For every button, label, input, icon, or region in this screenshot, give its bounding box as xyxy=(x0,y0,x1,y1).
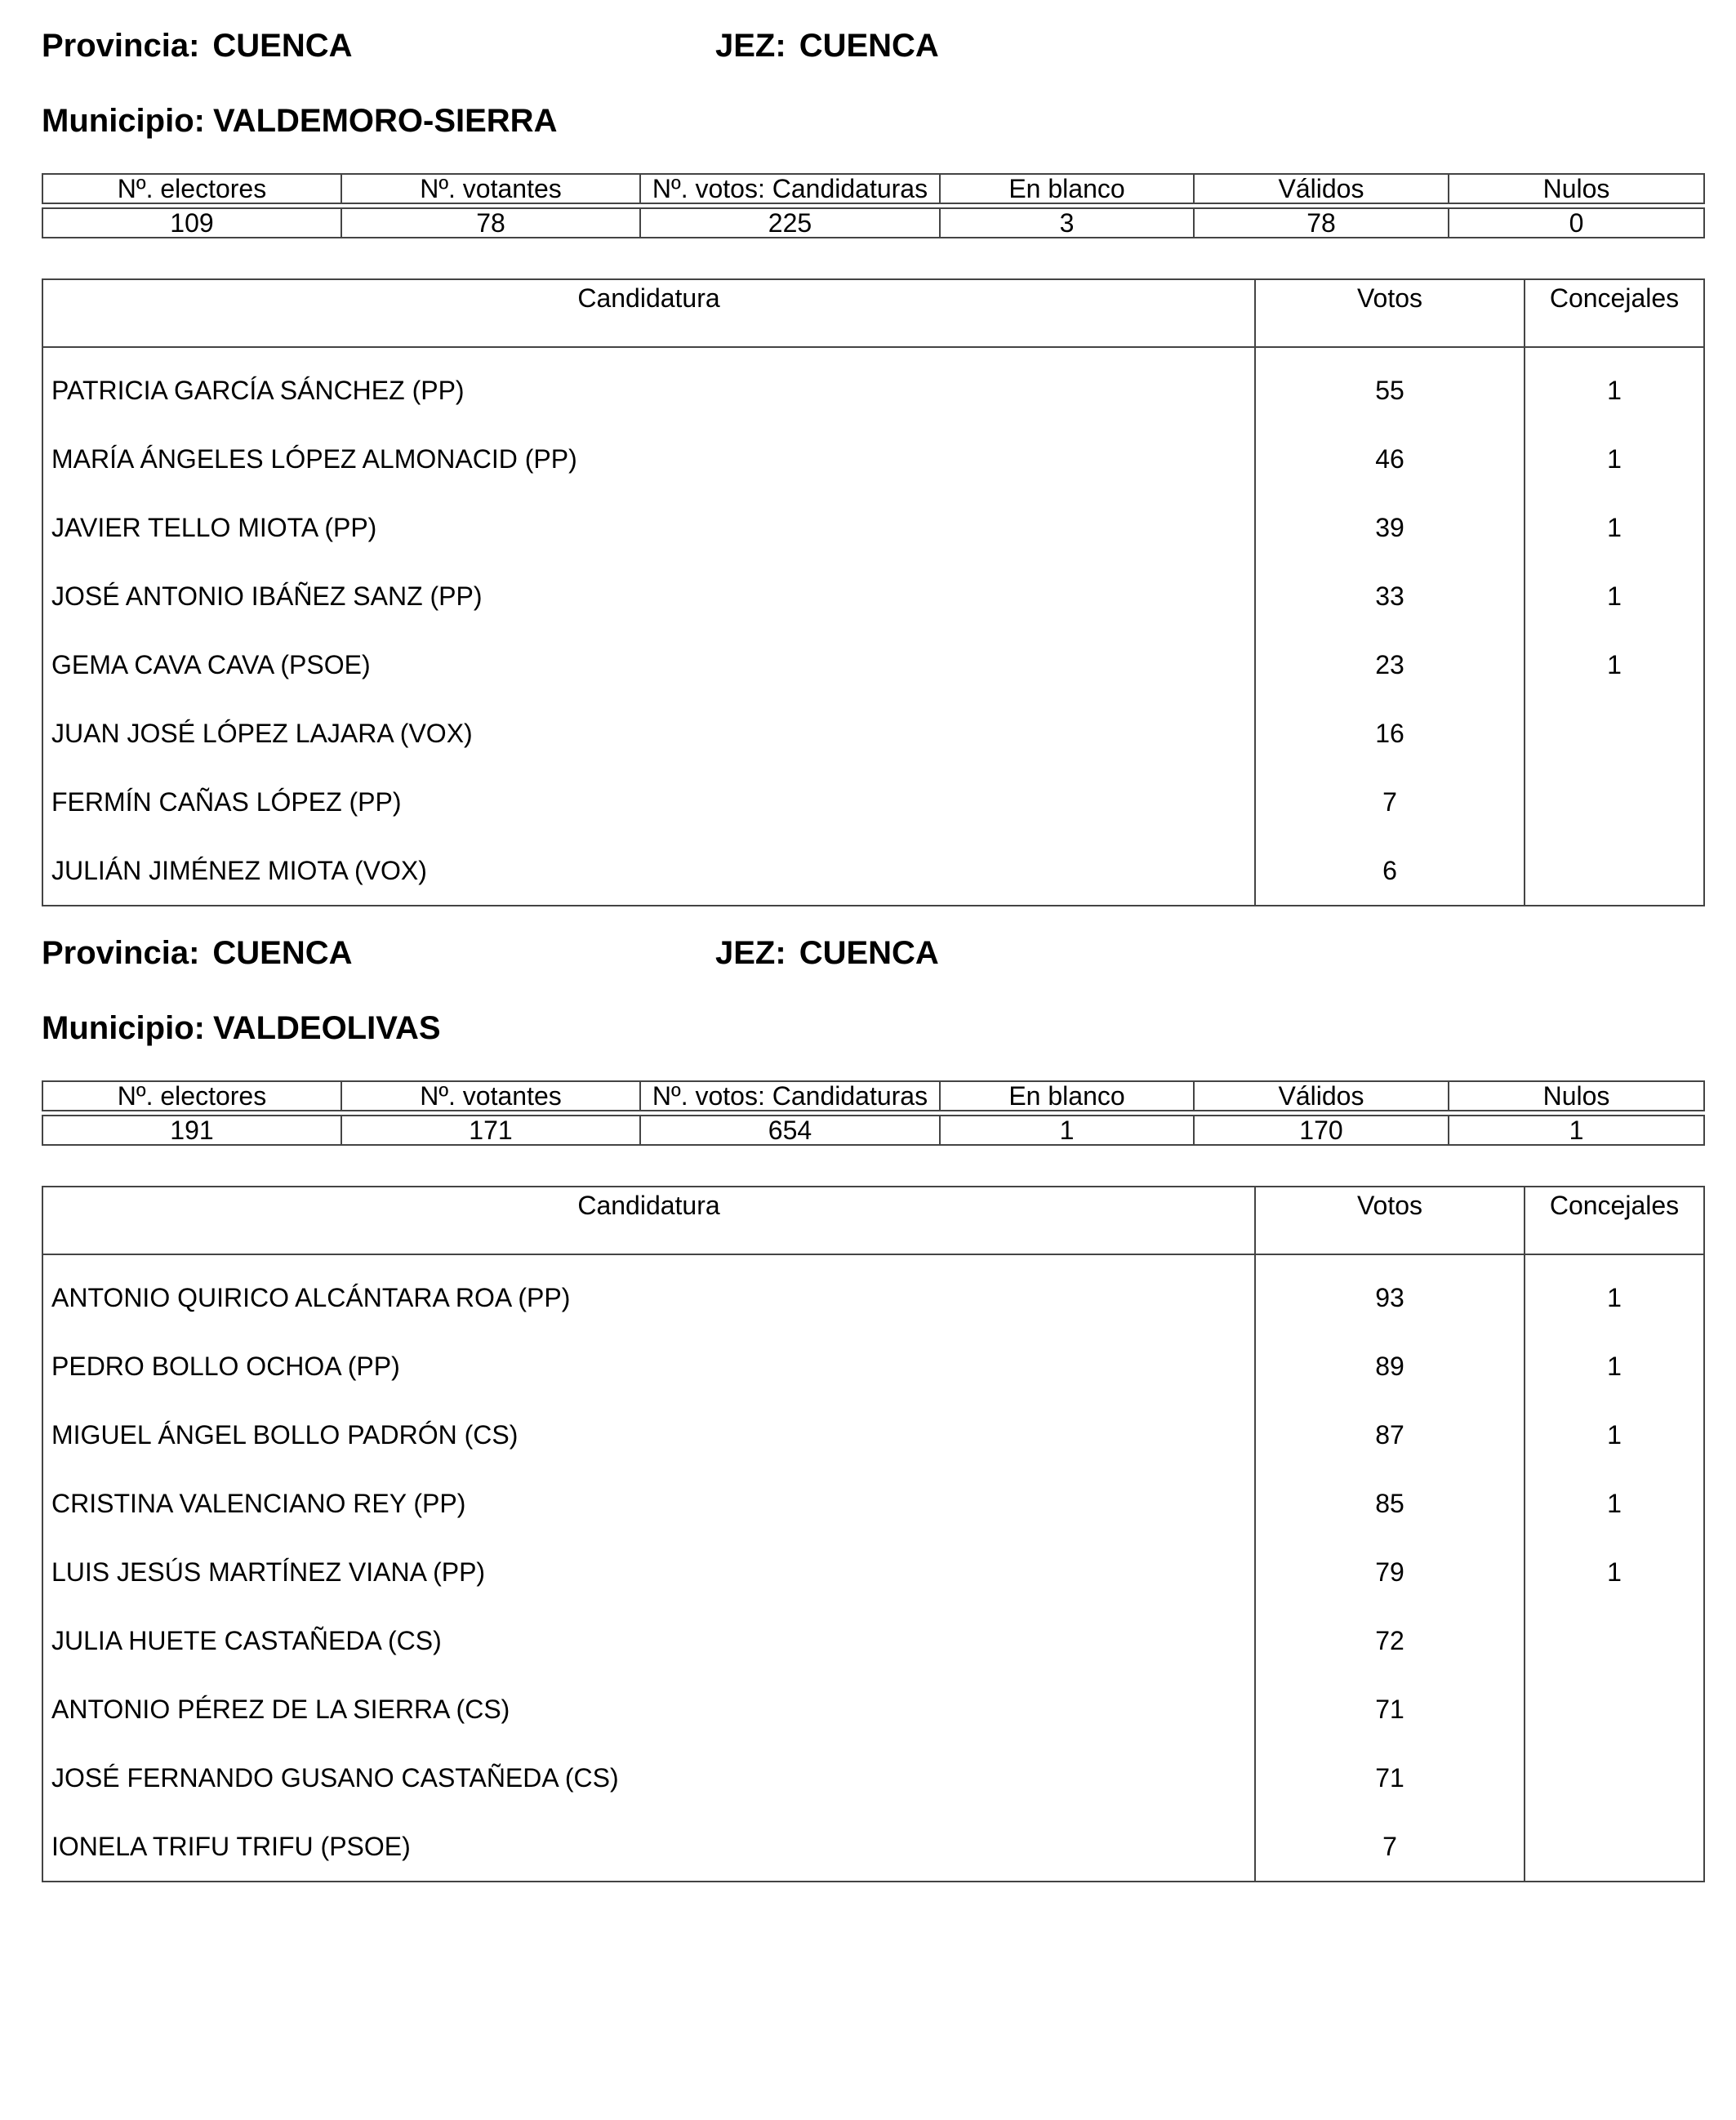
municipio-value: VALDEMORO-SIERRA xyxy=(212,103,558,139)
candidate-row xyxy=(42,562,1704,630)
summary-header-nulos: Nulos xyxy=(1449,1081,1704,1111)
summary-value-en-blanco: 1 xyxy=(940,1116,1194,1145)
candidate-votos: 79 xyxy=(1255,1538,1525,1606)
provincia-label: Provincia: xyxy=(42,28,200,64)
summary-header-electores: Nº. electores xyxy=(42,174,341,203)
header-concejales: Concejales xyxy=(1525,279,1704,347)
candidate-row xyxy=(42,1469,1704,1538)
candidate-concejales: 1 xyxy=(1525,630,1704,699)
candidates-table xyxy=(42,1186,1705,1882)
header-votos: Votos xyxy=(1255,279,1525,347)
summary-value-validos: 78 xyxy=(1194,208,1449,238)
candidate-votos: 7 xyxy=(1255,768,1525,836)
candidate-concejales xyxy=(1525,1812,1704,1882)
candidate-name: GEMA CAVA CAVA (PSOE) xyxy=(42,630,1255,699)
candidate-name: FERMÍN CAÑAS LÓPEZ (PP) xyxy=(42,768,1255,836)
candidate-row xyxy=(42,1254,1704,1332)
section-header xyxy=(42,0,1703,139)
candidate-concejales: 1 xyxy=(1525,1332,1704,1401)
summary-value-en-blanco: 3 xyxy=(940,208,1194,238)
candidate-concejales: 1 xyxy=(1525,1254,1704,1332)
provincia-line xyxy=(42,28,353,65)
municipio-line xyxy=(42,1010,441,1047)
candidate-concejales: 1 xyxy=(1525,562,1704,630)
summary-value-row xyxy=(42,1116,1704,1145)
provincia-value: CUENCA xyxy=(212,935,353,971)
section-header xyxy=(42,907,1703,1046)
provincia-label: Provincia: xyxy=(42,935,200,971)
summary-value-votos-candidaturas: 225 xyxy=(640,208,940,238)
summary-header-votos-candidaturas: Nº. votos: Candidaturas xyxy=(640,174,940,203)
candidate-concejales xyxy=(1525,1606,1704,1675)
municipio-value: VALDEOLIVAS xyxy=(212,1010,441,1046)
candidate-concejales: 1 xyxy=(1525,1401,1704,1469)
candidates-header-row xyxy=(42,1187,1704,1254)
header-candidatura: Candidatura xyxy=(42,279,1255,347)
municipio-label: Municipio: xyxy=(42,1010,205,1046)
candidate-name: JULIÁN JIMÉNEZ MIOTA (VOX) xyxy=(42,836,1255,906)
summary-table xyxy=(42,173,1705,238)
summary-value-nulos: 1 xyxy=(1449,1116,1704,1145)
candidate-name: LUIS JESÚS MARTÍNEZ VIANA (PP) xyxy=(42,1538,1255,1606)
candidate-votos: 7 xyxy=(1255,1812,1525,1882)
candidate-row xyxy=(42,493,1704,562)
candidate-votos: 6 xyxy=(1255,836,1525,906)
candidate-votos: 93 xyxy=(1255,1254,1525,1332)
jez-line xyxy=(715,28,939,65)
candidate-row xyxy=(42,699,1704,768)
candidates-table xyxy=(42,278,1705,906)
candidate-name: JOSÉ FERNANDO GUSANO CASTAÑEDA (CS) xyxy=(42,1744,1255,1812)
summary-header-row xyxy=(42,1081,1704,1111)
candidate-row xyxy=(42,1332,1704,1401)
summary-value-votantes: 78 xyxy=(341,208,640,238)
candidate-votos: 71 xyxy=(1255,1675,1525,1744)
candidate-row xyxy=(42,836,1704,906)
candidate-votos: 85 xyxy=(1255,1469,1525,1538)
header-concejales: Concejales xyxy=(1525,1187,1704,1254)
candidate-name: JULIA HUETE CASTAÑEDA (CS) xyxy=(42,1606,1255,1675)
summary-header-electores: Nº. electores xyxy=(42,1081,341,1111)
candidate-votos: 71 xyxy=(1255,1744,1525,1812)
municipality-section xyxy=(42,0,1703,885)
candidate-name: MIGUEL ÁNGEL BOLLO PADRÓN (CS) xyxy=(42,1401,1255,1469)
candidate-name: PATRICIA GARCÍA SÁNCHEZ (PP) xyxy=(42,347,1255,425)
summary-header-validos: Válidos xyxy=(1194,1081,1449,1111)
summary-header-validos: Válidos xyxy=(1194,174,1449,203)
summary-value-votantes: 171 xyxy=(341,1116,640,1145)
summary-value-row xyxy=(42,208,1704,238)
candidate-name: MARÍA ÁNGELES LÓPEZ ALMONACID (PP) xyxy=(42,425,1255,493)
summary-value-validos: 170 xyxy=(1194,1116,1449,1145)
candidate-concejales: 1 xyxy=(1525,347,1704,425)
municipio-label: Municipio: xyxy=(42,103,205,139)
candidate-row xyxy=(42,1675,1704,1744)
candidate-row xyxy=(42,425,1704,493)
candidate-name: JUAN JOSÉ LÓPEZ LAJARA (VOX) xyxy=(42,699,1255,768)
candidate-votos: 23 xyxy=(1255,630,1525,699)
candidate-name: ANTONIO QUIRICO ALCÁNTARA ROA (PP) xyxy=(42,1254,1255,1332)
header-votos: Votos xyxy=(1255,1187,1525,1254)
candidate-votos: 33 xyxy=(1255,562,1525,630)
candidate-votos: 89 xyxy=(1255,1332,1525,1401)
summary-value-nulos: 0 xyxy=(1449,208,1704,238)
candidate-concejales: 1 xyxy=(1525,425,1704,493)
candidate-votos: 55 xyxy=(1255,347,1525,425)
summary-header-en-blanco: En blanco xyxy=(940,1081,1194,1111)
candidate-row xyxy=(42,1401,1704,1469)
jez-value: CUENCA xyxy=(799,935,939,971)
candidate-votos: 72 xyxy=(1255,1606,1525,1675)
summary-value-votos-candidaturas: 654 xyxy=(640,1116,940,1145)
candidate-row xyxy=(42,1538,1704,1606)
candidate-name: IONELA TRIFU TRIFU (PSOE) xyxy=(42,1812,1255,1882)
candidate-concejales: 1 xyxy=(1525,1538,1704,1606)
summary-header-en-blanco: En blanco xyxy=(940,174,1194,203)
jez-line xyxy=(715,935,939,972)
candidate-concejales: 1 xyxy=(1525,1469,1704,1538)
candidate-votos: 46 xyxy=(1255,425,1525,493)
jez-label: JEZ: xyxy=(715,28,786,64)
candidate-row xyxy=(42,347,1704,425)
candidate-row xyxy=(42,768,1704,836)
summary-header-votos-candidaturas: Nº. votos: Candidaturas xyxy=(640,1081,940,1111)
summary-header-votantes: Nº. votantes xyxy=(341,1081,640,1111)
candidate-concejales xyxy=(1525,699,1704,768)
candidate-concejales: 1 xyxy=(1525,493,1704,562)
header-candidatura: Candidatura xyxy=(42,1187,1255,1254)
candidates-header-row xyxy=(42,279,1704,347)
summary-table xyxy=(42,1080,1705,1146)
candidate-concejales xyxy=(1525,836,1704,906)
candidate-name: PEDRO BOLLO OCHOA (PP) xyxy=(42,1332,1255,1401)
summary-header-nulos: Nulos xyxy=(1449,174,1704,203)
summary-header-row xyxy=(42,174,1704,203)
candidate-concejales xyxy=(1525,1744,1704,1812)
candidate-name: CRISTINA VALENCIANO REY (PP) xyxy=(42,1469,1255,1538)
candidate-name: ANTONIO PÉREZ DE LA SIERRA (CS) xyxy=(42,1675,1255,1744)
municipality-section xyxy=(42,907,1703,1861)
candidate-row xyxy=(42,1812,1704,1882)
candidate-row xyxy=(42,1606,1704,1675)
candidate-concejales xyxy=(1525,1675,1704,1744)
candidate-concejales xyxy=(1525,768,1704,836)
provincia-line xyxy=(42,935,353,972)
summary-value-electores: 109 xyxy=(42,208,341,238)
candidate-votos: 16 xyxy=(1255,699,1525,768)
candidate-row xyxy=(42,1744,1704,1812)
candidate-row xyxy=(42,630,1704,699)
candidate-name: JAVIER TELLO MIOTA (PP) xyxy=(42,493,1255,562)
summary-value-electores: 191 xyxy=(42,1116,341,1145)
provincia-value: CUENCA xyxy=(212,28,353,64)
candidate-votos: 39 xyxy=(1255,493,1525,562)
municipio-line xyxy=(42,103,557,140)
jez-value: CUENCA xyxy=(799,28,939,64)
jez-label: JEZ: xyxy=(715,935,786,971)
candidate-name: JOSÉ ANTONIO IBÁÑEZ SANZ (PP) xyxy=(42,562,1255,630)
candidate-votos: 87 xyxy=(1255,1401,1525,1469)
summary-header-votantes: Nº. votantes xyxy=(341,174,640,203)
